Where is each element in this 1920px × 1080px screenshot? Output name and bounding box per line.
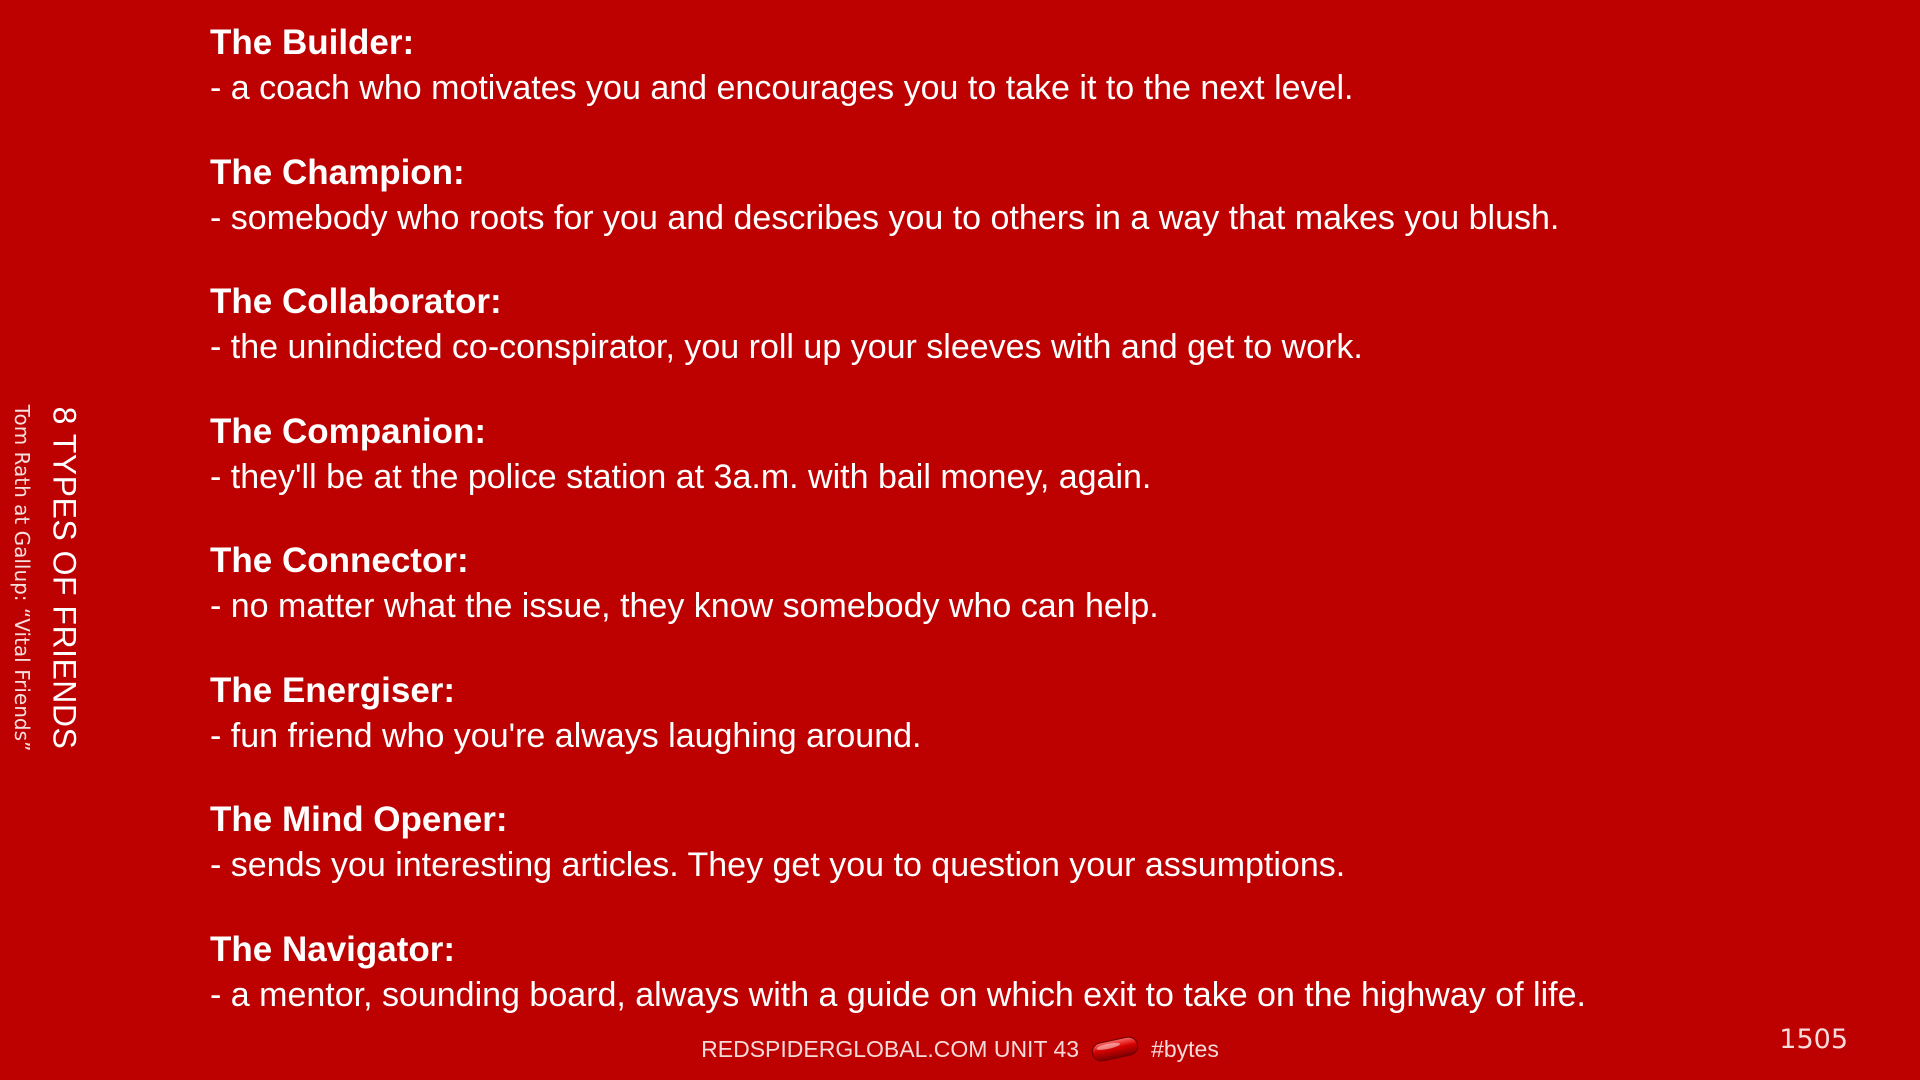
footer-hashtag: #bytes	[1151, 1035, 1219, 1062]
friend-description: - somebody who roots for you and describes you to others in a way that makes you blush.	[210, 198, 1560, 237]
friend-name: The Navigator:	[210, 929, 456, 969]
friend-name: The Energiser:	[210, 670, 456, 710]
friend-description: - they'll be at the police station at 3a.m. with bail money, again.	[210, 457, 1152, 496]
friend-description: - fun friend who you're always laughing around.	[210, 716, 922, 755]
friend-name: The Champion:	[210, 152, 465, 192]
friend-item	[210, 795, 1770, 925]
slide-title: 8 TYPES OF FRIENDS	[46, 406, 83, 750]
friend-description: - sends you interesting articles. They get you to question your assumptions.	[210, 846, 1346, 884]
friend-description: - a coach who motivates you and encourages you to take it to the next level.	[210, 69, 1354, 107]
footer	[0, 1030, 1920, 1068]
friends-list	[210, 18, 1770, 1054]
friend-name: The Collaborator:	[210, 282, 502, 321]
friend-description: - no matter what the issue, they know somebody who can help.	[210, 587, 1159, 625]
page-number: 1505	[1779, 1024, 1848, 1055]
friend-item	[210, 666, 1770, 796]
friend-item	[210, 18, 1770, 148]
friend-item	[210, 536, 1770, 666]
friend-name: The Builder:	[210, 23, 415, 62]
friend-name: The Companion:	[210, 411, 487, 451]
friend-item	[210, 277, 1770, 407]
friend-name: The Mind Opener:	[210, 800, 508, 839]
friend-name: The Connector:	[210, 541, 469, 580]
friend-description: - the unindicted co-conspirator, you roll up your sleeves with and get to work.	[210, 328, 1363, 366]
friend-item	[210, 148, 1770, 278]
slide-subtitle: Tom Rath at Gallup: “Vital Friends”	[10, 404, 34, 752]
friend-description: - a mentor, sounding board, always with a guide on which exit to take on the highway of life.	[210, 975, 1586, 1014]
red-pill-icon	[1089, 1033, 1141, 1064]
footer-site: REDSPIDERGLOBAL.COM UNIT 43	[701, 1035, 1080, 1062]
friend-item	[210, 407, 1770, 537]
